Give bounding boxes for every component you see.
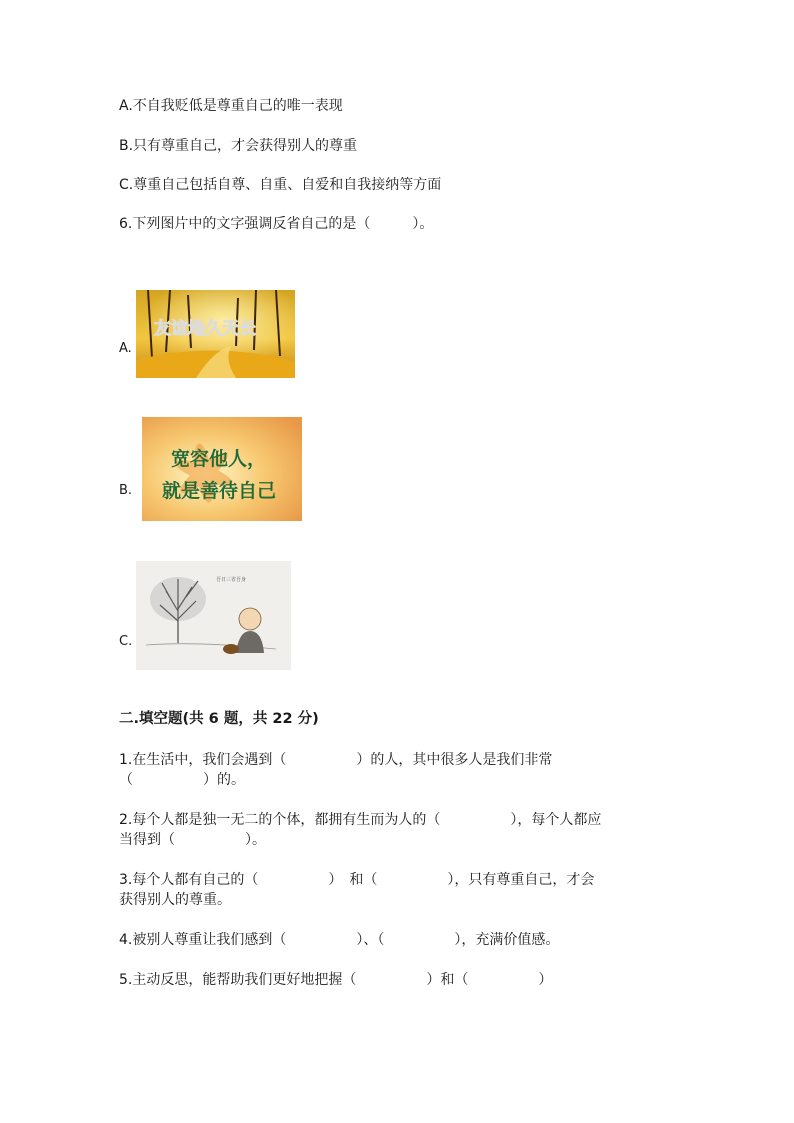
q6-option-c-label: C.	[119, 634, 133, 649]
q6-option-b-image-line1: 宽容他人，	[171, 448, 267, 470]
option-c-text: C.尊重自己包括自尊、自重、自爱和自我接纳等方面	[119, 177, 442, 193]
question-6-text: 6.下列图片中的文字强调反省自己的是（ ）。	[119, 216, 434, 232]
fill-q3-line2: 获得别人的尊重。	[119, 892, 231, 908]
section-2-title: 二.填空题(共 6 题，共 22 分)	[119, 711, 319, 727]
fill-q3-line1: 3.每个人都有自己的（ ） 和（ ），只有尊重自己，才会	[119, 872, 595, 888]
q6-option-b-image	[142, 417, 302, 521]
q6-option-c-image-caption: 吾日三省吾身	[216, 577, 247, 583]
q6-option-c-image	[136, 561, 291, 670]
q6-option-a-image-caption: 友谊地久天长	[154, 319, 256, 339]
fill-q5-line1: 5.主动反思，能帮助我们更好地把握（ ）和（ ）	[119, 972, 553, 988]
fill-q4-line1: 4.被别人尊重让我们感到（ ）、（ ），充满价值感。	[119, 932, 560, 948]
q6-option-a-image-text	[154, 318, 256, 339]
q6-option-a-label: A.	[119, 341, 132, 356]
q6-option-a-image	[136, 290, 295, 378]
fill-q1-line1: 1.在生活中，我们会遇到（ ）的人，其中很多人是我们非常	[119, 752, 553, 768]
q6-option-b-label: B.	[119, 483, 133, 498]
option-b-text: B.只有尊重自己，才会获得别人的尊重	[119, 138, 358, 154]
fill-q1-line2: （ ）的。	[119, 772, 245, 788]
option-a-text: A.不自我贬低是尊重自己的唯一表现	[119, 98, 343, 114]
fill-q2-line2: 当得到（ ）。	[119, 832, 266, 848]
q6-option-b-image-line2: 就是善待自己	[162, 480, 277, 502]
fill-q2-line1: 2.每个人都是独一无二的个体，都拥有生而为人的（ ），每个人都应	[119, 812, 602, 828]
